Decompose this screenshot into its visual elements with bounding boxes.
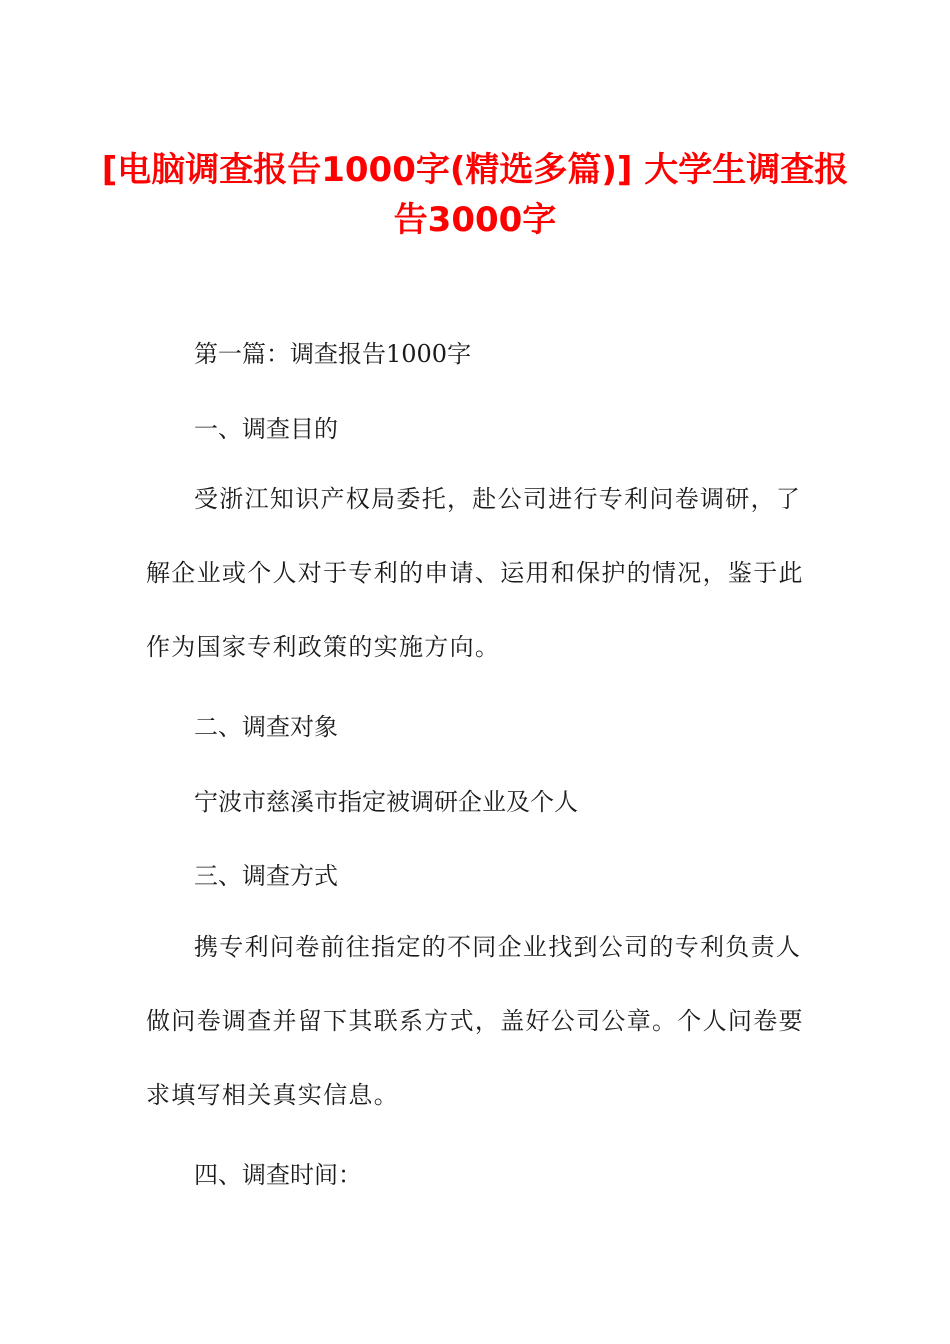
paragraph-purpose: 受浙江知识产权局委托，赴公司进行专利问卷调研，了解企业或个人对于专利的申请、运用和保护的情况，鉴于此作为国家专利政策的实施方向。: [146, 485, 804, 661]
heading-object: 二、调查对象: [194, 713, 338, 741]
paragraph-object: 宁波市慈溪市指定被调研企业及个人: [194, 788, 578, 816]
heading-time: 四、调查时间：: [194, 1161, 362, 1189]
paragraph-method: 携专利问卷前往指定的不同企业找到公司的专利负责人做问卷调查并留下其联系方式，盖好公司公章。个人问卷要求填写相关真实信息。: [146, 933, 804, 1109]
section-heading: 第一篇：调查报告1000字: [194, 340, 472, 368]
document-title: [电脑调查报告1000字(精选多篇)] 大学生调查报告3000字: [101, 150, 849, 240]
heading-method: 三、调查方式: [194, 862, 338, 890]
heading-purpose: 一、调查目的: [194, 415, 338, 443]
